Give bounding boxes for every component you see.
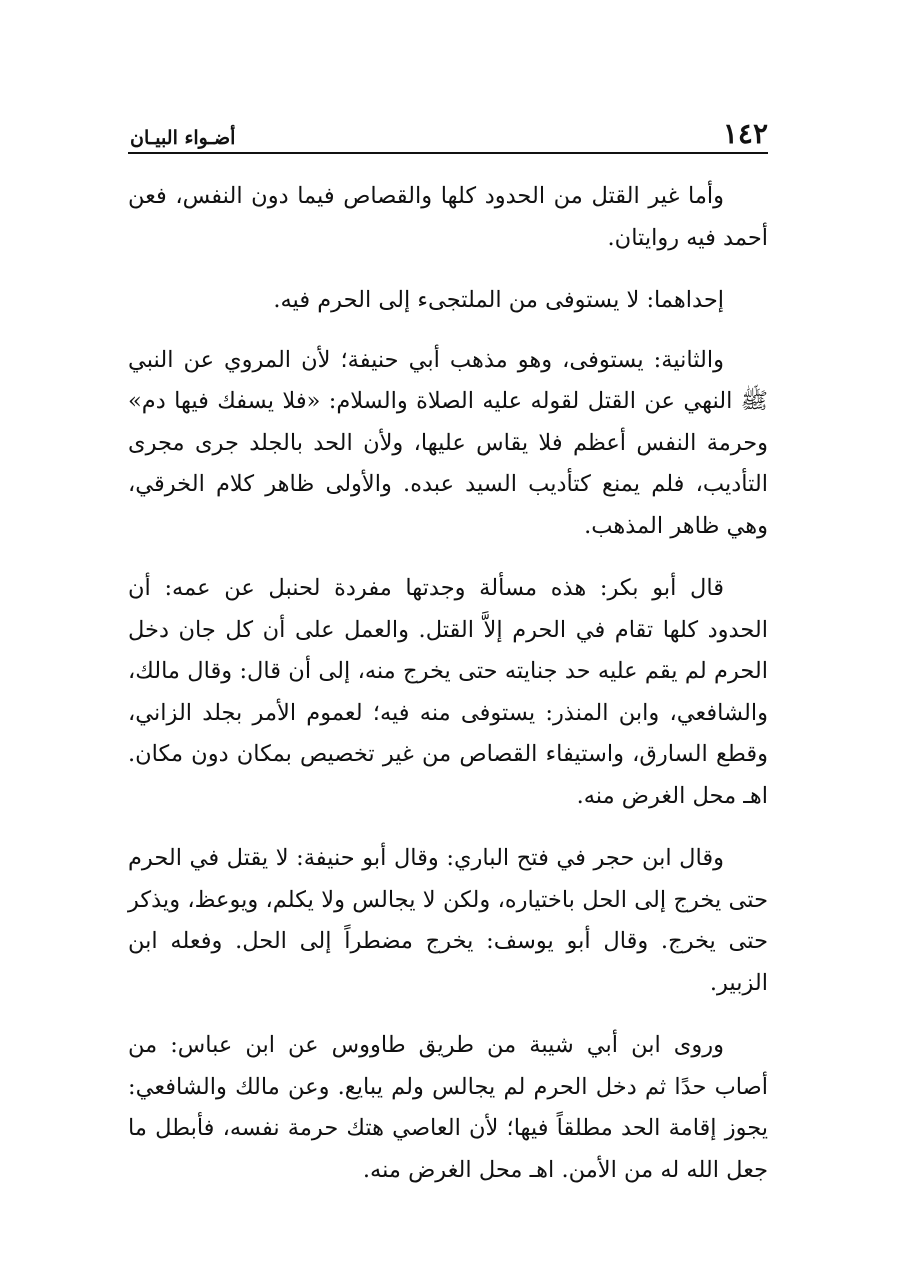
page-header xyxy=(128,108,768,154)
paragraph-5: وقال ابن حجر في فتح الباري: وقال أبو حنيفة: لا يقتل في الحرم حتى يخرج إلى الحل باختياره، ولكن لا يجالس ولا يكلم، ويوعظ، ويذكر حتى يخرج. وقال أبو يوسف: يخرج مضطراً إلى الحل. وفعله ابن الزبير. xyxy=(128,845,768,996)
page-number: ١٤٢ xyxy=(722,117,768,150)
paragraph-2: إحداهما: لا يستوفى من الملتجىء إلى الحرم فيه. xyxy=(273,287,724,313)
paragraph-6: وروى ابن أبي شيبة من طريق طاووس عن ابن عباس: من أصاب حدًا ثم دخل الحرم لم يجالس ولم يبايع. وعن مالك والشافعي: يجوز إقامة الحد مطلقاً فيها؛ لأن العاصي هتك حرمة نفسه، فأبطل ما جعل الله له من الأمن. اهـ محل الغرض منه. xyxy=(128,1032,768,1183)
paragraph-1: وأما غير القتل من الحدود كلها والقصاص فيما دون النفس، فعن أحمد فيه روايتان. xyxy=(128,183,768,251)
paragraph-3: والثانية: يستوفى، وهو مذهب أبي حنيفة؛ لأن المروي عن النبي ﷺ النهي عن القتل لقوله عليه الصلاة والسلام: «فلا يسفك فيها دم» وحرمة النفس أعظم فلا يقاس عليها، ولأن الحد بالجلد جرى مجرى التأديب، فلم يمنع كتأديب السيد عبده. والأولى ظاهر كلام الخرقي، وهي ظاهر المذهب. xyxy=(128,346,768,539)
page-body xyxy=(128,176,768,1191)
book-title: أضـواء البيـان xyxy=(130,127,236,149)
paragraph-4: قال أبو بكر: هذه مسألة وجدتها مفردة لحنبل عن عمه: أن الحدود كلها تقام في الحرم إلاَّ القتل. والعمل على أن كل جان دخل الحرم لم يقم عليه حد جنايته حتى يخرج منه، إلى أن قال: وقال مالك، والشافعي، وابن المنذر: يستوفى منه فيه؛ لعموم الأمر بجلد الزاني، وقطع السارق، واستيفاء القصاص من غير تخصيص بمكان دون مكان. اهـ محل الغرض منه. xyxy=(128,575,768,809)
book-page xyxy=(128,108,768,1212)
